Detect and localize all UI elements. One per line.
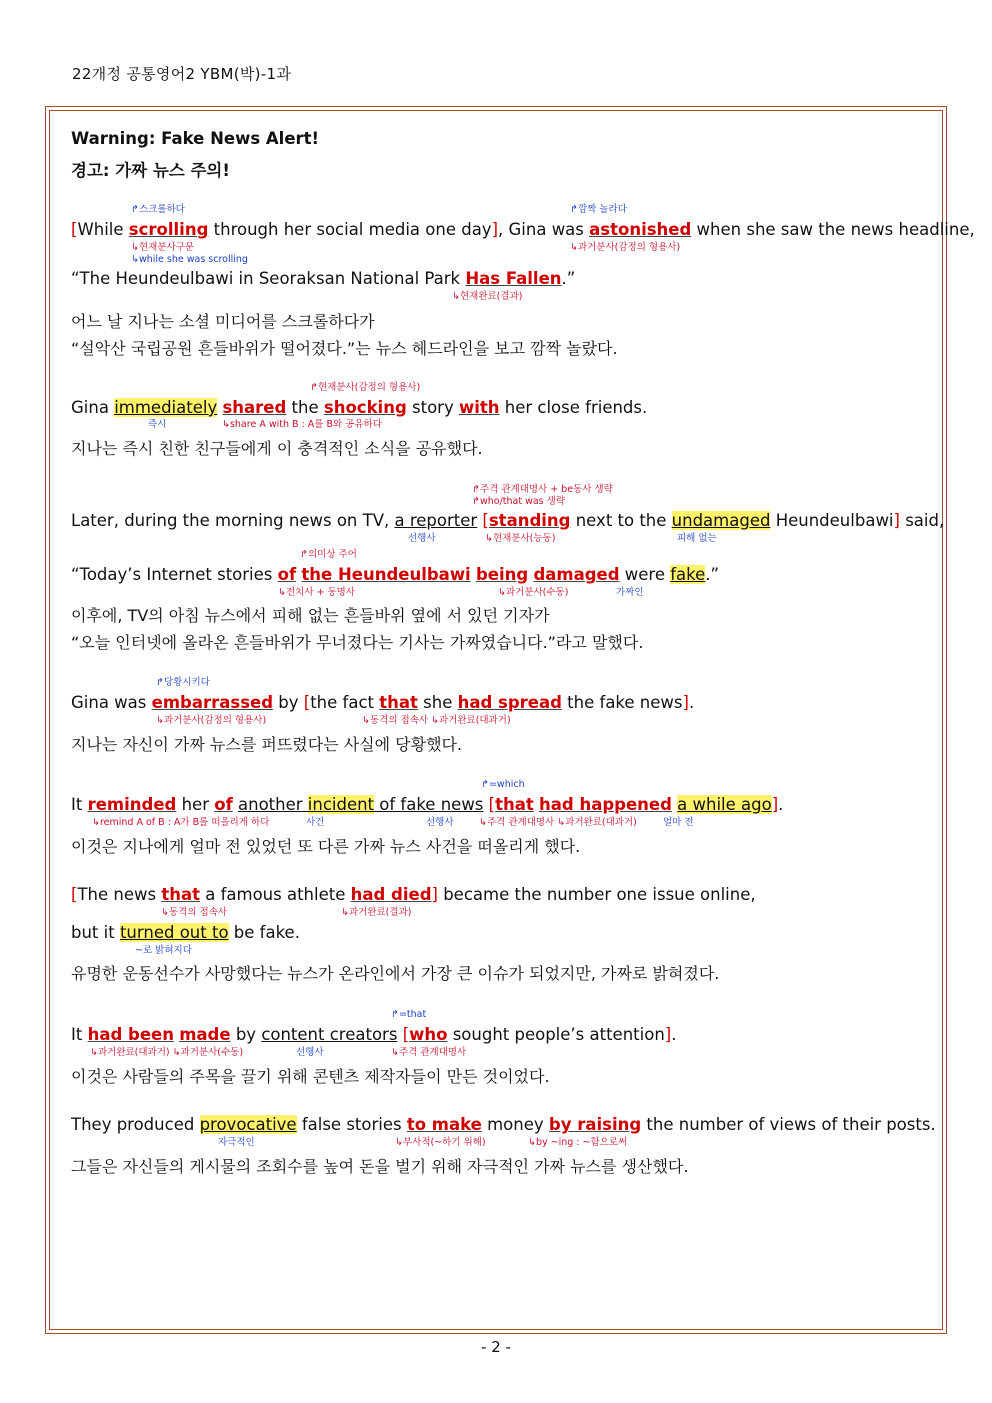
annotation: ↳share A with B : A를 B와 공유하다 bbox=[222, 419, 382, 430]
annotation: ↳주격 관계대명사 ↳과거완료(대과거) bbox=[479, 817, 637, 828]
korean-translation: 이것은 사람들의 주목을 끌기 위해 콘텐츠 제작자들이 만든 것이었다. bbox=[71, 1067, 550, 1086]
annotation: ↱주격 관계대명사 + be동사 생략 bbox=[472, 484, 613, 495]
annotation: ↳while she was scrolling bbox=[131, 254, 248, 265]
korean-translation: 지나는 자신이 가짜 뉴스를 퍼뜨렸다는 사실에 당황했다. bbox=[71, 735, 463, 754]
annotation: 즉시 bbox=[148, 419, 167, 430]
sentence-5: It reminded her of another incident of fake news [that had happened a while ago]. bbox=[71, 795, 784, 814]
annotation: ↳과거분사(감정의 형용사) bbox=[156, 715, 267, 726]
annotation: 선행사 bbox=[408, 533, 436, 544]
annotation: ↳과거완료(결과) bbox=[341, 907, 412, 918]
annotation: ↳주격 관계대명사 bbox=[391, 1047, 467, 1058]
korean-translation: 이후에, TV의 아침 뉴스에서 피해 없는 흔들바위 옆에 서 있던 기자가 bbox=[71, 606, 550, 625]
annotation: ↳과거분사(수동) bbox=[498, 587, 569, 598]
annotation: ↱스크롤하다 bbox=[131, 204, 185, 215]
annotation: ↱현재분사(감정의 형용사) bbox=[310, 382, 421, 393]
title-english: Warning: Fake News Alert! bbox=[71, 129, 320, 148]
sentence-7: It had been made by content creators [who sought people’s attention]. bbox=[71, 1025, 677, 1044]
annotation: ↳동격의 접속사 ↳과거완료(대과거) bbox=[362, 715, 511, 726]
annotation: 얼마 전 bbox=[663, 817, 694, 828]
annotation: ~로 밝혀지다 bbox=[135, 945, 192, 956]
korean-translation: 유명한 운동선수가 사망했다는 뉴스가 온라인에서 가장 큰 이슈가 되었지만, 가짜로 밝혀졌다. bbox=[71, 964, 720, 983]
sentence-8: They produced provocative false stories to make money by raising the number of views of their posts. bbox=[71, 1115, 936, 1134]
annotation: ↳remind A of B : A가 B를 떠올리게 하다 bbox=[92, 817, 270, 828]
sentence-4: Gina was embarrassed by [the fact that she had spread the fake news]. bbox=[71, 693, 695, 712]
sentence-6: [The news that a famous athlete had died] became the number one issue online, bbox=[71, 885, 756, 904]
annotation: ↳현재완료(결과) bbox=[452, 291, 523, 302]
annotation: 사건 bbox=[306, 817, 325, 828]
annotation: 가짜인 bbox=[616, 587, 644, 598]
annotation: ↳동격의 접속사 bbox=[161, 907, 228, 918]
korean-translation: 지나는 즉시 친한 친구들에게 이 충격적인 소식을 공유했다. bbox=[71, 439, 483, 458]
annotation: ↱=that bbox=[391, 1009, 427, 1020]
page-header: 22개정 공통영어2 YBM(박)-1과 bbox=[72, 65, 292, 83]
sentence-1: [While scrolling through her social media one day], Gina was astonished when she saw the news headline, bbox=[71, 220, 975, 239]
annotation: 선행사 bbox=[426, 817, 454, 828]
sentence-6b: but it turned out to be fake. bbox=[71, 923, 300, 942]
korean-translation: 어느 날 지나는 소셜 미디어를 스크롤하다가 bbox=[71, 312, 375, 331]
annotation: ↳현재분사구문 bbox=[131, 242, 195, 253]
headline-quote: “The Heundeulbawi in Seoraksan National Park Has Fallen.” bbox=[71, 269, 576, 288]
annotation: ↳by ~ing : ~함으로써 bbox=[528, 1137, 628, 1148]
sentence-2: Gina immediately shared the shocking story with her close friends. bbox=[71, 398, 648, 417]
annotation: ↳현재분사(능동) bbox=[485, 533, 556, 544]
title-korean: 경고: 가짜 뉴스 주의! bbox=[71, 161, 230, 180]
korean-translation: “오늘 인터넷에 올라온 흔들바위가 무너졌다는 기사는 가짜였습니다.”라고 말했다. bbox=[71, 633, 644, 652]
annotation: 선행사 bbox=[296, 1047, 324, 1058]
annotation: ↳과거완료(대과거) ↳과거분사(수동) bbox=[90, 1047, 244, 1058]
annotation: ↳과거분사(감정의 형용사) bbox=[570, 242, 681, 253]
annotation: ↱당황시키다 bbox=[156, 677, 210, 688]
page-number: - 2 - bbox=[481, 1338, 511, 1356]
annotation: ↱의미상 주어 bbox=[300, 549, 357, 560]
sentence-3: Later, during the morning news on TV, a reporter [standing next to the undamaged Heundeulbawi] said, bbox=[71, 511, 945, 530]
annotation: ↱=which bbox=[481, 779, 525, 790]
quote-3: “Today’s Internet stories of the Heundeulbawi being damaged were fake.” bbox=[71, 565, 720, 584]
annotation: ↳전치사 + 동명사 bbox=[278, 587, 356, 598]
annotation: ↳부사적(~하기 위해) bbox=[395, 1137, 486, 1148]
annotation: ↱who/that was 생략 bbox=[472, 496, 565, 507]
korean-translation: “설악산 국립공원 흔들바위가 떨어졌다.”는 뉴스 헤드라인을 보고 깜짝 놀랐다. bbox=[71, 339, 618, 358]
korean-translation: 그들은 자신들의 게시물의 조회수를 높여 돈을 벌기 위해 자극적인 가짜 뉴스를 생산했다. bbox=[71, 1157, 689, 1176]
korean-translation: 이것은 지나에게 얼마 전 있었던 또 다른 가짜 뉴스 사건을 떠올리게 했다. bbox=[71, 837, 581, 856]
annotation: 피해 없는 bbox=[677, 533, 717, 544]
annotation: 자극적인 bbox=[218, 1137, 255, 1148]
annotation: ↱깜짝 놀라다 bbox=[570, 204, 627, 215]
